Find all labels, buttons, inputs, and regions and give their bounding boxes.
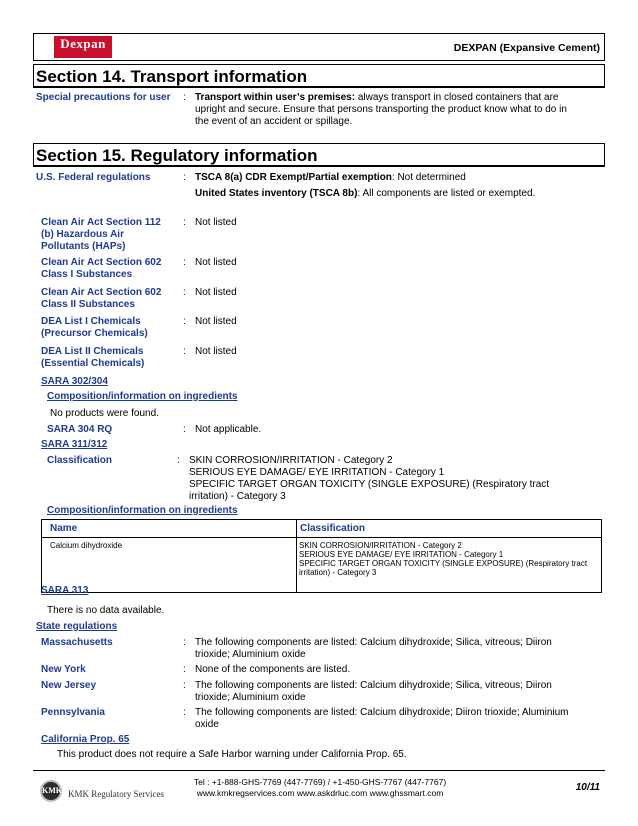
new-york-value: None of the components are listed.: [195, 664, 351, 675]
kmk-logo: KMK: [40, 780, 62, 802]
footer-websites: www.kmkregservices.com www.askdrluc.com www.ghssmart.com: [196, 788, 444, 798]
caa-602-class1-label: Clean Air Act Section 602 Class I Substances: [41, 257, 162, 280]
pennsylvania-value: The following components are listed: Calcium dihydroxide; Diiron trioxide; Aluminium oxide: [195, 707, 569, 730]
caa-602-class1-value: Not listed: [195, 257, 237, 268]
footer-contact: [180, 777, 460, 799]
no-data-text: There is no data available.: [47, 605, 165, 616]
classification-value: SKIN CORROSION/IRRITATION - Category 2 SERIOUS EYE DAMAGE/ EYE IRRITATION - Category 1 SPECIFIC TARGET ORGAN TOXICITY (SINGLE EXPOSURE) (Respiratory tract irritation) - Category 3: [189, 455, 550, 502]
page-header: [33, 33, 605, 61]
dea-list2-label: DEA List II Chemicals (Essential Chemicals): [41, 346, 145, 369]
sara-313-heading: SARA 313: [41, 585, 89, 596]
massachusetts-label: Massachusetts: [41, 637, 113, 648]
tsca-cdr-text: TSCA 8(a) CDR Exempt/Partial exemption: Not determined: [195, 172, 466, 183]
sara-302-heading: SARA 302/304: [41, 376, 108, 387]
product-title: DEXPAN (Expansive Cement): [453, 42, 600, 54]
us-federal-label: U.S. Federal regulations: [36, 172, 151, 183]
caa-112-label: Clean Air Act Section 112 (b) Hazardous Air Pollutants (HAPs): [41, 217, 161, 252]
composition-heading-2: Composition/information on ingredients: [47, 505, 238, 516]
sara-311-heading: SARA 311/312: [41, 439, 108, 450]
kmk-company-name: KMK Regulatory Services: [68, 789, 164, 799]
section-14-title: Section 14. Transport information: [36, 67, 308, 86]
sara-304-rq-value: Not applicable.: [195, 424, 262, 435]
dea-list1-label: DEA List I Chemicals (Precursor Chemicals): [41, 316, 148, 339]
ingredients-table: [41, 519, 602, 593]
sara-304-rq-label: SARA 304 RQ: [47, 424, 113, 435]
california-prop65-text: This product does not require a Safe Harbor warning under California Prop. 65.: [57, 749, 407, 760]
caa-602-class2-value: Not listed: [195, 287, 237, 298]
new-jersey-label: New Jersey: [41, 680, 97, 691]
caa-602-class2-label: Clean Air Act Section 602 Class II Substances: [41, 287, 162, 310]
section-14-header: [33, 64, 605, 88]
california-prop65-heading: California Prop. 65: [41, 734, 130, 745]
caa-112-value: Not listed: [195, 217, 237, 228]
section-15-title: Section 15. Regulatory information: [36, 146, 318, 165]
footer-tel: Tel : +1-888-GHS-7769 (447-7769) / +1-450-GHS-7767 (447-7767): [193, 777, 447, 787]
footer-divider: [33, 770, 605, 771]
dexpan-logo: Dexpan: [54, 36, 112, 58]
section-15-header: [33, 143, 605, 167]
special-precautions-label: Special precautions for user: [36, 92, 171, 103]
no-products-text: No products were found.: [50, 408, 159, 419]
transport-precautions-text: Transport within user’s premises: always transport in closed containers that are upright and secure. Ensure that persons transporting the product know what to do in the event of an accident or spillage.: [195, 92, 567, 127]
state-regulations-heading: State regulations: [36, 621, 118, 632]
new-york-label: New York: [41, 664, 86, 675]
col-header-classification: Classification: [300, 523, 366, 534]
dea-list2-value: Not listed: [195, 346, 237, 357]
sds-page: Dexpan DEXPAN (Expansive Cement) Section 14. Transport information Special precautions for user : Transport within user’s premises: always transport in closed containers that are upright and secure. Ensure that persons transporting the product know what to do in the event of an accident or spillage. Section 15. Regulatory information U.S. Federal regulations : TSCA 8(a) CDR Exempt/Partial exemption: Not determined United States inventory (TSCA 8b): All components are listed or exempted. Clean Air Act Section 112 (b) Hazardous Air Pollutants (HAPs) : Not listed Clean Air Act Section 602 Class I Substances : Not listed Clean Air Act Section 602 Class II Substances : Not listed DEA List I Chemicals (Precursor Chemicals) : Not listed DEA List II Chemicals (Essential Chemicals) : Not listed SARA 302/304 Composition/information on ingredients No products were found. SARA 304 RQ : Not applicable. SARA 311/312 Classification : SKIN CORROSION/IRRITATION - Category 2 SERIOUS EYE DAMAGE/ EYE IRRITATION - Category 1 SPECIFIC TARGET ORGAN TOXICITY (SINGLE EXPOSURE) (Respiratory tract irritation) - Category 3 Composition/information on ingredients Name Classification Calcium dihydroxide SKIN CORROSION/IRRITATION - Category 2 SERIOUS EYE DAMAGE/ EYE IRRITATION - Category 1 SPECIFIC TARGET ORGAN TOXICITY (SINGLE EXPOSURE) (Respiratory tract irritation) - Category 3 SARA 313 There is no data available. State regulations Massachusetts : The following components are listed: Calcium dihydroxide; Silica, vitreous; Diiron trioxide; Aluminium oxide New York : None of the components are listed. New Jersey : The following components are listed: Calcium dihydroxide; Silica, vitreous; Diiron trioxide; Aluminium oxide Pennsylvania : The following components are listed: Calcium dihydroxide; Diiron trioxide; Aluminium oxide California Prop. 65 This product does not require a Safe Harbor warning under California Prop. 65. KMK KMK Regulatory Services Tel : +1-888-GHS-7769 (447-7769) / +1-450-GHS-7767 (447-7767) www.kmkregservices.com www.askdrluc.com www.ghssmart.com 10/11: [0, 0, 638, 826]
table-cell-classification: SKIN CORROSION/IRRITATION - Category 2 SERIOUS EYE DAMAGE/ EYE IRRITATION - Category 1 SPECIFIC TARGET ORGAN TOXICITY (SINGLE EXPOSURE) (Respiratory tract irritation) - Category 3: [299, 541, 588, 577]
table-cell-name: Calcium dihydroxide: [50, 541, 123, 550]
table-header-row: [42, 520, 601, 538]
tsca-inventory-text: United States inventory (TSCA 8b): All components are listed or exempted.: [195, 188, 536, 199]
new-jersey-value: The following components are listed: Calcium dihydroxide; Silica, vitreous; Diiron trioxide; Aluminium oxide: [195, 680, 552, 703]
col-header-name: Name: [50, 523, 78, 534]
pennsylvania-label: Pennsylvania: [41, 707, 105, 718]
classification-label: Classification: [47, 455, 113, 466]
composition-heading-1: Composition/information on ingredients: [47, 391, 238, 402]
dea-list1-value: Not listed: [195, 316, 237, 327]
massachusetts-value: The following components are listed: Calcium dihydroxide; Silica, vitreous; Diiron trioxide; Aluminium oxide: [195, 637, 552, 660]
page-number: 10/11: [575, 782, 600, 793]
